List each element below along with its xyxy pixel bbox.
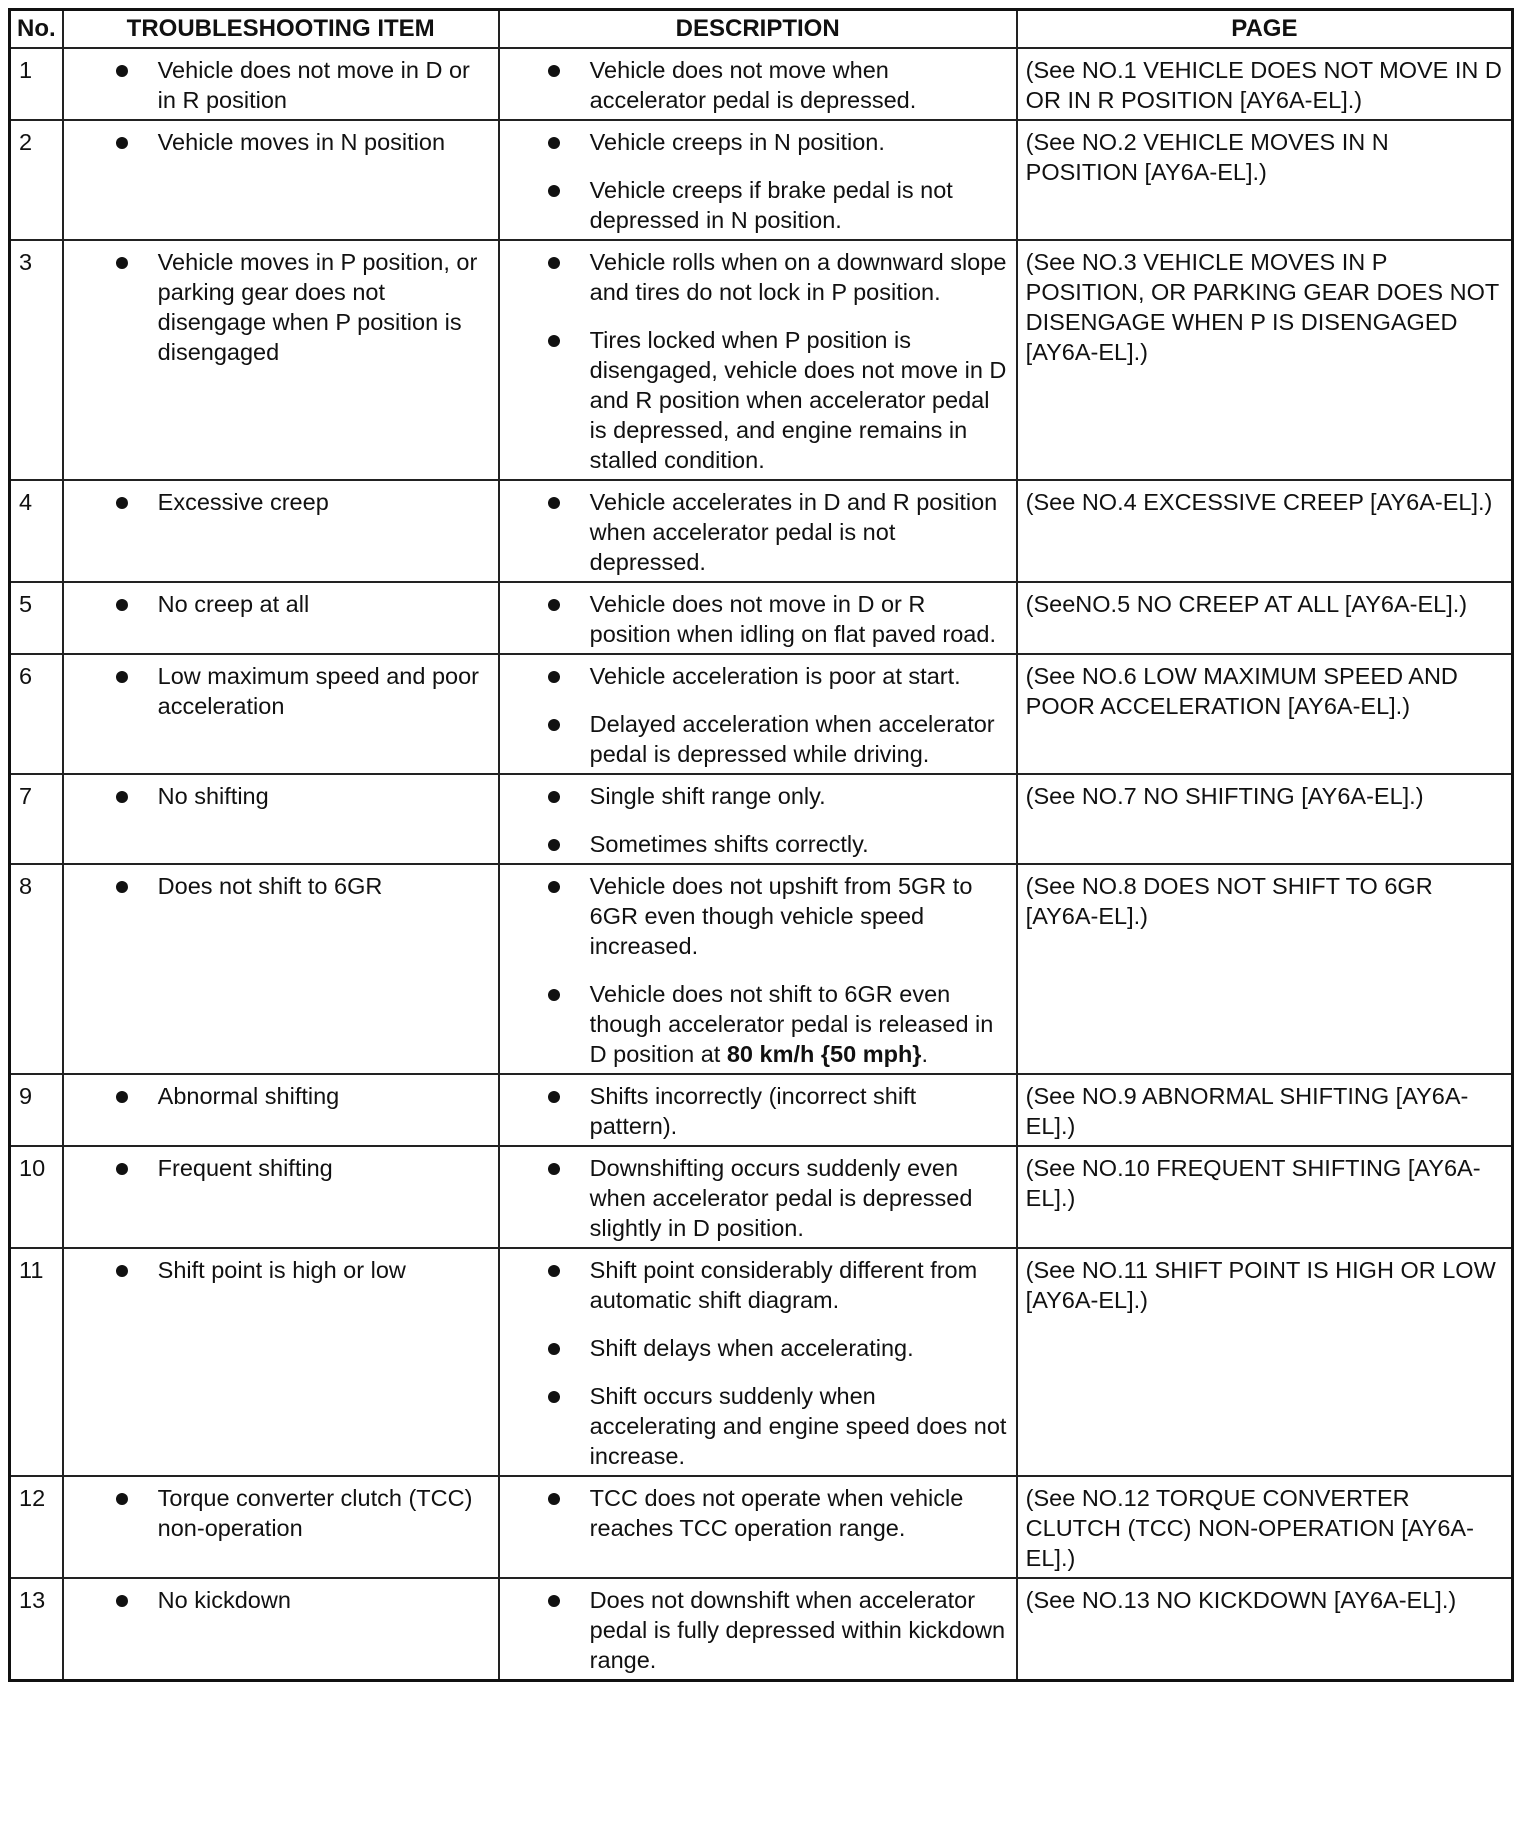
page-reference: (See NO.3 VEHICLE MOVES IN P POSITION, OR PARKING GEAR DOES NOT DISENGAGE WHEN P IS DISENGAGED [AY6A-EL].) — [1017, 240, 1513, 480]
description-item: Vehicle creeps in N position. — [548, 127, 1008, 157]
bullet-icon — [548, 497, 560, 509]
description-item: Tires locked when P position is disengaged, vehicle does not move in D and R position when accelerator pedal is depressed, and engine remains in stalled condition. — [548, 325, 1008, 475]
description-item: Does not downshift when accelerator pedal is fully depressed within kickdown range. — [548, 1585, 1008, 1675]
header-no: No. — [10, 10, 63, 49]
speed-value: 80 km/h {50 mph} — [726, 1041, 922, 1067]
page-reference: (See NO.12 TORQUE CONVERTER CLUTCH (TCC) NON-OPERATION [AY6A-EL].) — [1017, 1476, 1513, 1578]
description-item: Delayed acceleration when accelerator pedal is depressed while driving. — [548, 709, 1008, 769]
bullet-icon — [116, 791, 128, 803]
row-number: 10 — [10, 1146, 63, 1248]
bullet-icon — [548, 257, 560, 269]
table-row — [10, 1476, 1513, 1578]
table-row — [10, 1578, 1513, 1681]
row-number: 1 — [10, 48, 63, 120]
bullet-icon — [548, 839, 560, 851]
bullet-icon — [116, 1091, 128, 1103]
bullet-icon — [116, 65, 128, 77]
troubleshooting-item: Does not shift to 6GR — [116, 871, 490, 901]
table-row — [10, 582, 1513, 654]
description-item: Vehicle does not upshift from 5GR to 6GR even though vehicle speed increased. — [548, 871, 1008, 961]
page-reference: (See NO.10 FREQUENT SHIFTING [AY6A-EL].) — [1017, 1146, 1513, 1248]
row-number: 3 — [10, 240, 63, 480]
row-number: 8 — [10, 864, 63, 1074]
table-row — [10, 1248, 1513, 1476]
table-row — [10, 864, 1513, 1074]
troubleshooting-item: Vehicle does not move in D or in R position — [116, 55, 490, 115]
table-row — [10, 240, 1513, 480]
description-item: Vehicle rolls when on a downward slope and tires do not lock in P position. — [548, 247, 1008, 307]
page-reference: (See NO.1 VEHICLE DOES NOT MOVE IN D OR IN R POSITION [AY6A-EL].) — [1017, 48, 1513, 120]
bullet-icon — [548, 719, 560, 731]
troubleshooting-table-container — [8, 8, 1514, 1682]
table-row — [10, 1074, 1513, 1146]
bullet-icon — [116, 599, 128, 611]
bullet-icon — [116, 881, 128, 893]
page-reference: (See NO.6 LOW MAXIMUM SPEED AND POOR ACCELERATION [AY6A-EL].) — [1017, 654, 1513, 774]
page-reference: (See NO.11 SHIFT POINT IS HIGH OR LOW [AY6A-EL].) — [1017, 1248, 1513, 1476]
description-item: Shift occurs suddenly when accelerating and engine speed does not increase. — [548, 1381, 1008, 1471]
row-number: 7 — [10, 774, 63, 864]
troubleshooting-item: Low maximum speed and poor acceleration — [116, 661, 490, 721]
description-item: Shift delays when accelerating. — [548, 1333, 1008, 1363]
bullet-icon — [116, 671, 128, 683]
table-row — [10, 480, 1513, 582]
bullet-icon — [116, 1163, 128, 1175]
row-number: 9 — [10, 1074, 63, 1146]
table-row — [10, 48, 1513, 120]
bullet-icon — [116, 137, 128, 149]
row-number: 13 — [10, 1578, 63, 1681]
bullet-icon — [548, 185, 560, 197]
page-reference: (See NO.8 DOES NOT SHIFT TO 6GR [AY6A-EL].) — [1017, 864, 1513, 1074]
troubleshooting-item: No creep at all — [116, 589, 490, 619]
header-description: DESCRIPTION — [499, 10, 1017, 49]
bullet-icon — [548, 1595, 560, 1607]
bullet-icon — [116, 257, 128, 269]
bullet-icon — [548, 1163, 560, 1175]
bullet-icon — [548, 335, 560, 347]
description-item: Vehicle does not move when accelerator pedal is depressed. — [548, 55, 1008, 115]
bullet-icon — [548, 137, 560, 149]
bullet-icon — [548, 1265, 560, 1277]
table-row — [10, 1146, 1513, 1248]
page-reference: (See NO.4 EXCESSIVE CREEP [AY6A-EL].) — [1017, 480, 1513, 582]
troubleshooting-item: Abnormal shifting — [116, 1081, 490, 1111]
page-reference: (SeeNO.5 NO CREEP AT ALL [AY6A-EL].) — [1017, 582, 1513, 654]
header-page: PAGE — [1017, 10, 1513, 49]
description-item: Vehicle does not move in D or R position when idling on flat paved road. — [548, 589, 1008, 649]
description-item: Single shift range only. — [548, 781, 1008, 811]
troubleshooting-item: Vehicle moves in P position, or parking gear does not disengage when P position is disengaged — [116, 247, 490, 367]
table-row — [10, 120, 1513, 240]
description-item: Vehicle does not shift to 6GR even though accelerator pedal is released in D position at 80 km/h {50 mph}. — [548, 979, 1008, 1069]
troubleshooting-item: Frequent shifting — [116, 1153, 490, 1183]
description-item: Downshifting occurs suddenly even when accelerator pedal is depressed slightly in D position. — [548, 1153, 1008, 1243]
bullet-icon — [548, 671, 560, 683]
bullet-icon — [548, 791, 560, 803]
bullet-icon — [548, 1493, 560, 1505]
bullet-icon — [548, 1343, 560, 1355]
bullet-icon — [548, 1091, 560, 1103]
description-item: Shift point considerably different from automatic shift diagram. — [548, 1255, 1008, 1315]
page-reference: (See NO.7 NO SHIFTING [AY6A-EL].) — [1017, 774, 1513, 864]
troubleshooting-item: Excessive creep — [116, 487, 490, 517]
troubleshooting-item: No shifting — [116, 781, 490, 811]
row-number: 12 — [10, 1476, 63, 1578]
description-item: Shifts incorrectly (incorrect shift pattern). — [548, 1081, 1008, 1141]
header-row — [10, 10, 1513, 49]
description-item: Sometimes shifts correctly. — [548, 829, 1008, 859]
bullet-icon — [548, 1391, 560, 1403]
bullet-icon — [116, 1265, 128, 1277]
row-number: 5 — [10, 582, 63, 654]
bullet-icon — [116, 1595, 128, 1607]
page-reference: (See NO.2 VEHICLE MOVES IN N POSITION [AY6A-EL].) — [1017, 120, 1513, 240]
page-reference: (See NO.9 ABNORMAL SHIFTING [AY6A-EL].) — [1017, 1074, 1513, 1146]
troubleshooting-item: Torque converter clutch (TCC) non-operation — [116, 1483, 490, 1543]
bullet-icon — [116, 497, 128, 509]
description-item: Vehicle accelerates in D and R position when accelerator pedal is not depressed. — [548, 487, 1008, 577]
row-number: 6 — [10, 654, 63, 774]
bullet-icon — [548, 599, 560, 611]
bullet-icon — [548, 881, 560, 893]
description-item: TCC does not operate when vehicle reaches TCC operation range. — [548, 1483, 1008, 1543]
bullet-icon — [116, 1493, 128, 1505]
row-number: 11 — [10, 1248, 63, 1476]
table-row — [10, 654, 1513, 774]
description-item: Vehicle creeps if brake pedal is not depressed in N position. — [548, 175, 1008, 235]
row-number: 4 — [10, 480, 63, 582]
description-item: Vehicle acceleration is poor at start. — [548, 661, 1008, 691]
troubleshooting-item: No kickdown — [116, 1585, 490, 1615]
bullet-icon — [548, 65, 560, 77]
table-row — [10, 774, 1513, 864]
bullet-icon — [548, 989, 560, 1001]
troubleshooting-item: Vehicle moves in N position — [116, 127, 490, 157]
troubleshooting-item: Shift point is high or low — [116, 1255, 490, 1285]
troubleshooting-table — [8, 8, 1514, 1682]
row-number: 2 — [10, 120, 63, 240]
page-reference: (See NO.13 NO KICKDOWN [AY6A-EL].) — [1017, 1578, 1513, 1681]
header-troubleshooting-item: TROUBLESHOOTING ITEM — [63, 10, 499, 49]
